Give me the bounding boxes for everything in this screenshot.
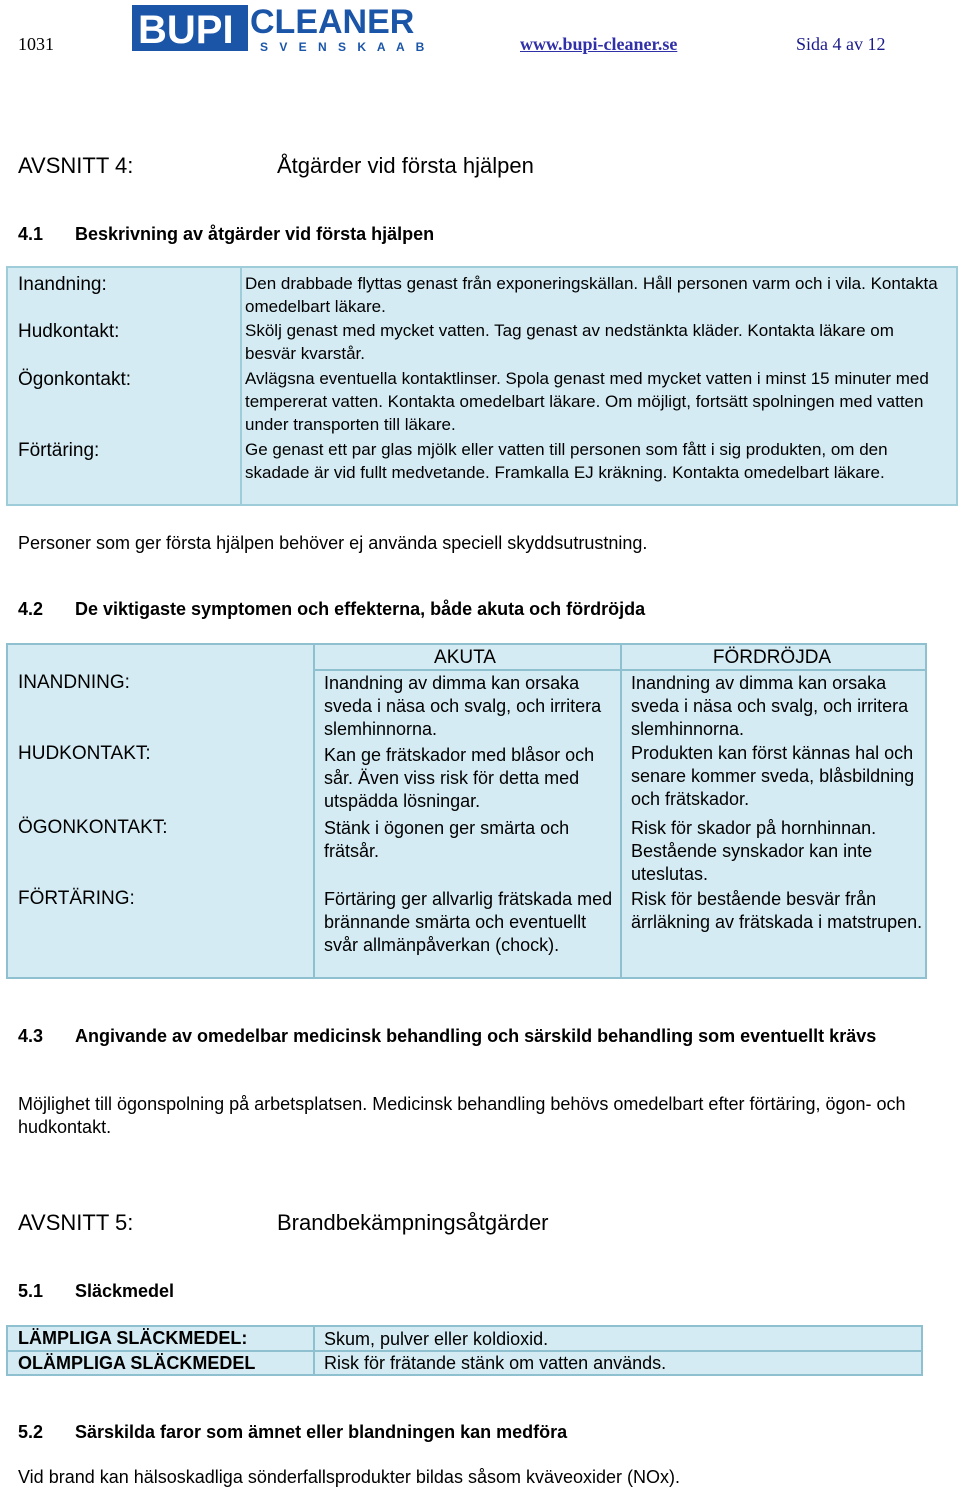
unsuitable-media-value: Risk för frätande stänk om vatten används.	[324, 1353, 667, 1373]
first-aid-label: Inandning:	[18, 274, 107, 295]
symptom-row-label: INANDNING:	[18, 672, 130, 693]
symptom-row-label: ÖGONKONTAKT:	[18, 817, 168, 838]
symptom-delayed-cell: Inandning av dimma kan orsaka sveda i näsa och svalg, och irritera slemhinnorna.	[631, 673, 909, 739]
symptom-acute-cell: Kan ge frätskador med blåsor och sår. Även viss risk för detta med utspädda lösningar.	[324, 745, 595, 811]
subsection-title: Särskilda faror som ämnet eller blandningen kan medföra	[75, 1422, 568, 1442]
special-hazards-text: Vid brand kan hälsoskadliga sönderfallsprodukter bildas såsom kväveoxider (NOx).	[18, 1467, 681, 1487]
symptom-delayed-cell: Risk för skador på hornhinnan. Bestående synskador kan inte uteslutas.	[631, 818, 877, 884]
subsection-number: 5.1	[18, 1281, 44, 1301]
first-aid-text: Ge genast ett par glas mjölk eller vatten till personen som fått i sig produkten, om den skadade är vid fullt medvetande. Framkalla EJ kräkning. Kontakta omedelbart läkare.	[245, 440, 888, 482]
suitable-media-value: Skum, pulver eller koldioxid.	[324, 1329, 549, 1349]
subsection-4-3-heading	[18, 1025, 918, 1048]
website-link[interactable]: www.bupi-cleaner.se	[520, 34, 678, 54]
page-indicator: Sida 4 av 12	[796, 34, 886, 54]
symptoms-table	[6, 643, 927, 979]
symptom-acute-cell: Förtäring ger allvarlig frätskada med brännande smärta och eventuellt svår allmänpåverkan (chock).	[324, 889, 613, 955]
first-aid-text: Skölj genast med mycket vatten. Tag genast av nedstänkta kläder. Kontakta läkare om besvär kvarstår.	[245, 321, 894, 363]
first-aid-label: Hudkontakt:	[18, 321, 120, 342]
subsection-number: 4.1	[18, 224, 44, 244]
header-delayed: FÖRDRÖJDA	[712, 647, 832, 668]
section4-title: Åtgärder vid första hjälpen	[277, 153, 534, 178]
symptom-delayed-cell: Risk för bestående besvär från ärrläkning av frätskada i matstrupen.	[631, 889, 923, 932]
subsection-4-1-heading	[18, 224, 434, 245]
table-divider	[240, 268, 242, 504]
extinguishing-media-table	[6, 1325, 923, 1376]
table-divider	[8, 1350, 921, 1352]
subsection-number: 5.2	[18, 1422, 44, 1442]
first-aid-text: Den drabbade flyttas genast från exponeringskällan. Håll personen varm och i vila. Kontakta omedelbart läkare.	[245, 274, 938, 316]
subsection-title: Beskrivning av åtgärder vid första hjälpen	[75, 224, 435, 244]
subsection-title: De viktigaste symptomen och effekterna, både akuta och fördröjda	[75, 599, 646, 619]
first-aid-note: Personer som ger första hjälpen behöver ej använda speciell skyddsutrustning.	[18, 533, 648, 553]
first-aid-table	[6, 266, 958, 506]
section5-label: AVSNITT 5:	[18, 1210, 134, 1235]
svg-text:S V E N S K A A B: S V E N S K A A B	[260, 40, 429, 54]
suitable-media-label: LÄMPLIGA SLÄCKMEDEL:	[18, 1328, 248, 1348]
subsection-number: 4.3	[18, 1026, 44, 1046]
table-divider	[620, 645, 622, 977]
subsection-title: Släckmedel	[75, 1281, 175, 1301]
svg-text:CLEANER: CLEANER	[250, 3, 415, 41]
section5-title: Brandbekämpningsåtgärder	[277, 1210, 549, 1235]
unsuitable-media-label: OLÄMPLIGA SLÄCKMEDEL	[18, 1353, 256, 1373]
first-aid-text: Avlägsna eventuella kontaktlinser. Spola genast med mycket vatten i minst 15 minuter med tempererat vatten. Kontakta omedelbart läkare. Om möjligt, fortsätt spolningen med vatten under transporten till läkare.	[245, 369, 929, 434]
header-acute: AKUTA	[434, 647, 496, 668]
document-number: 1031	[18, 34, 54, 54]
svg-text:BUPI: BUPI	[138, 8, 234, 52]
subsection-title: Angivande av omedelbar medicinsk behandling och särskild behandling som eventuellt krävs	[75, 1026, 877, 1046]
symptom-row-label: HUDKONTAKT:	[18, 743, 151, 764]
subsection-number: 4.2	[18, 599, 44, 619]
first-aid-label: Ögonkontakt:	[18, 369, 132, 390]
symptom-acute-cell: Inandning av dimma kan orsaka sveda i näsa och svalg, och irritera slemhinnorna.	[324, 673, 602, 739]
subsection-4-2-heading	[18, 599, 645, 620]
bupi-cleaner-logo	[132, 3, 442, 55]
medical-treatment-text: Möjlighet till ögonspolning på arbetsplatsen. Medicinsk behandling behövs omedelbart efter förtäring, ögon- och hudkontakt.	[18, 1094, 906, 1137]
symptom-row-label: FÖRTÄRING:	[18, 888, 135, 909]
subsection-5-2-heading	[18, 1422, 567, 1443]
symptom-acute-cell: Stänk i ögonen ger smärta och frätsår.	[324, 818, 570, 861]
table-divider	[313, 669, 927, 671]
table-divider	[313, 645, 315, 977]
subsection-5-1-heading	[18, 1281, 174, 1302]
first-aid-label: Förtäring:	[18, 440, 100, 461]
section4-label: AVSNITT 4:	[18, 153, 134, 178]
symptom-delayed-cell: Produkten kan först kännas hal och senare kommer sveda, blåsbildning och frätskador.	[631, 743, 915, 809]
